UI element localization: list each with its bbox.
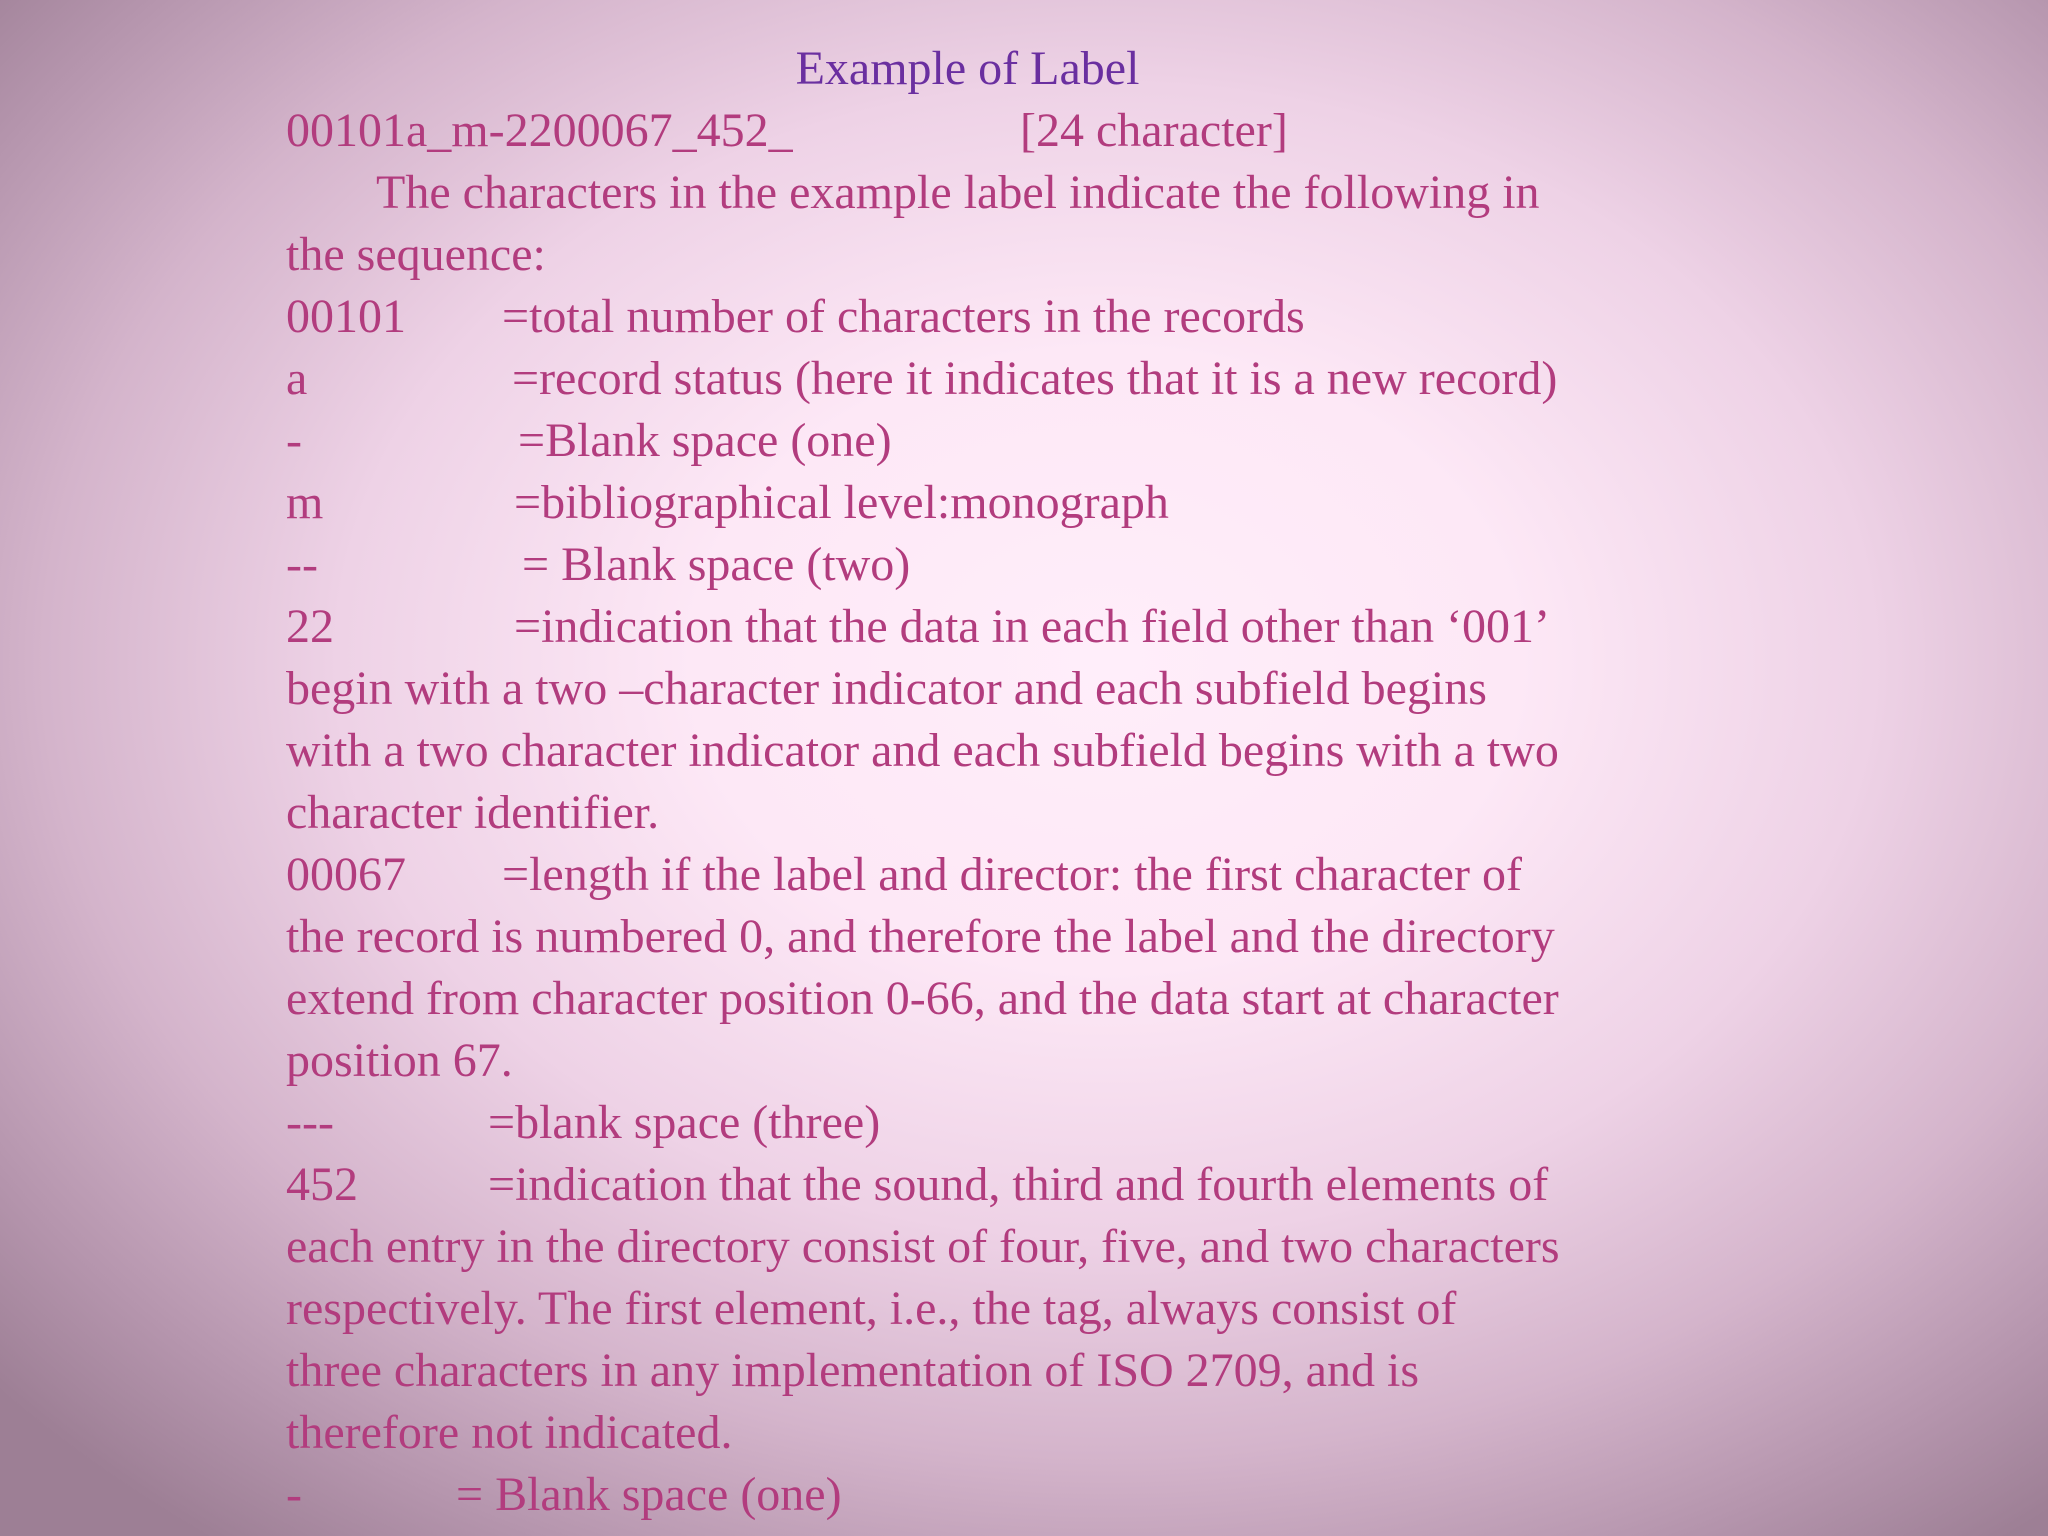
entry-continuation: the record is numbered 0, and therefore the label and the directory xyxy=(286,910,1555,963)
intro-line-1: The characters in the example label indicate the following in xyxy=(376,166,1540,219)
entry-desc: =blank space (three) xyxy=(488,1096,881,1149)
entry-continuation: begin with a two –character indicator and each subfield begins xyxy=(286,662,1487,715)
entry-continuation: with a two character indicator and each subfield begins with a two xyxy=(286,724,1559,777)
entry-key: 00101 xyxy=(286,290,406,343)
entry-continuation: extend from character position 0-66, and the data start at character xyxy=(286,972,1559,1025)
entry-key: - xyxy=(286,1468,302,1521)
entry-desc: = Blank space (two) xyxy=(522,538,911,591)
entry-key: --- xyxy=(286,1096,334,1149)
entry-continuation: character identifier. xyxy=(286,786,660,839)
slide-title: Example of Label xyxy=(795,42,1140,95)
entry-key: 452 xyxy=(286,1158,358,1211)
entry-desc: =Blank space (one) xyxy=(518,414,892,467)
intro-line-2: the sequence: xyxy=(286,228,546,281)
entry-continuation: position 67. xyxy=(286,1034,513,1087)
entry-key: 22 xyxy=(286,600,334,653)
entry-desc: =record status (here it indicates that it is a new record) xyxy=(512,352,1558,405)
entry-continuation: three characters in any implementation of ISO 2709, and is xyxy=(286,1344,1419,1397)
entry-continuation: respectively. The first element, i.e., the tag, always consist of xyxy=(286,1282,1457,1335)
example-label-note: [24 character] xyxy=(1020,104,1288,157)
entry-desc: =total number of characters in the records xyxy=(502,290,1305,343)
entry-desc: =length if the label and director: the first character of xyxy=(502,848,1522,901)
entry-desc: =indication that the sound, third and fourth elements of xyxy=(488,1158,1549,1211)
entry-key: a xyxy=(286,352,308,405)
entry-desc: =indication that the data in each field other than ‘001’ xyxy=(514,600,1551,653)
entry-key: - xyxy=(286,414,302,467)
entry-continuation: each entry in the directory consist of four, five, and two characters xyxy=(286,1220,1560,1273)
entry-desc: =bibliographical level:monograph xyxy=(514,476,1169,529)
entry-desc: = Blank space (one) xyxy=(456,1468,842,1521)
entry-key: -- xyxy=(286,538,318,591)
entry-continuation: therefore not indicated. xyxy=(286,1406,733,1459)
entry-key: 00067 xyxy=(286,848,406,901)
entry-key: m xyxy=(286,476,324,529)
example-label-code: 00101a_m-2200067_452_ xyxy=(286,104,793,157)
